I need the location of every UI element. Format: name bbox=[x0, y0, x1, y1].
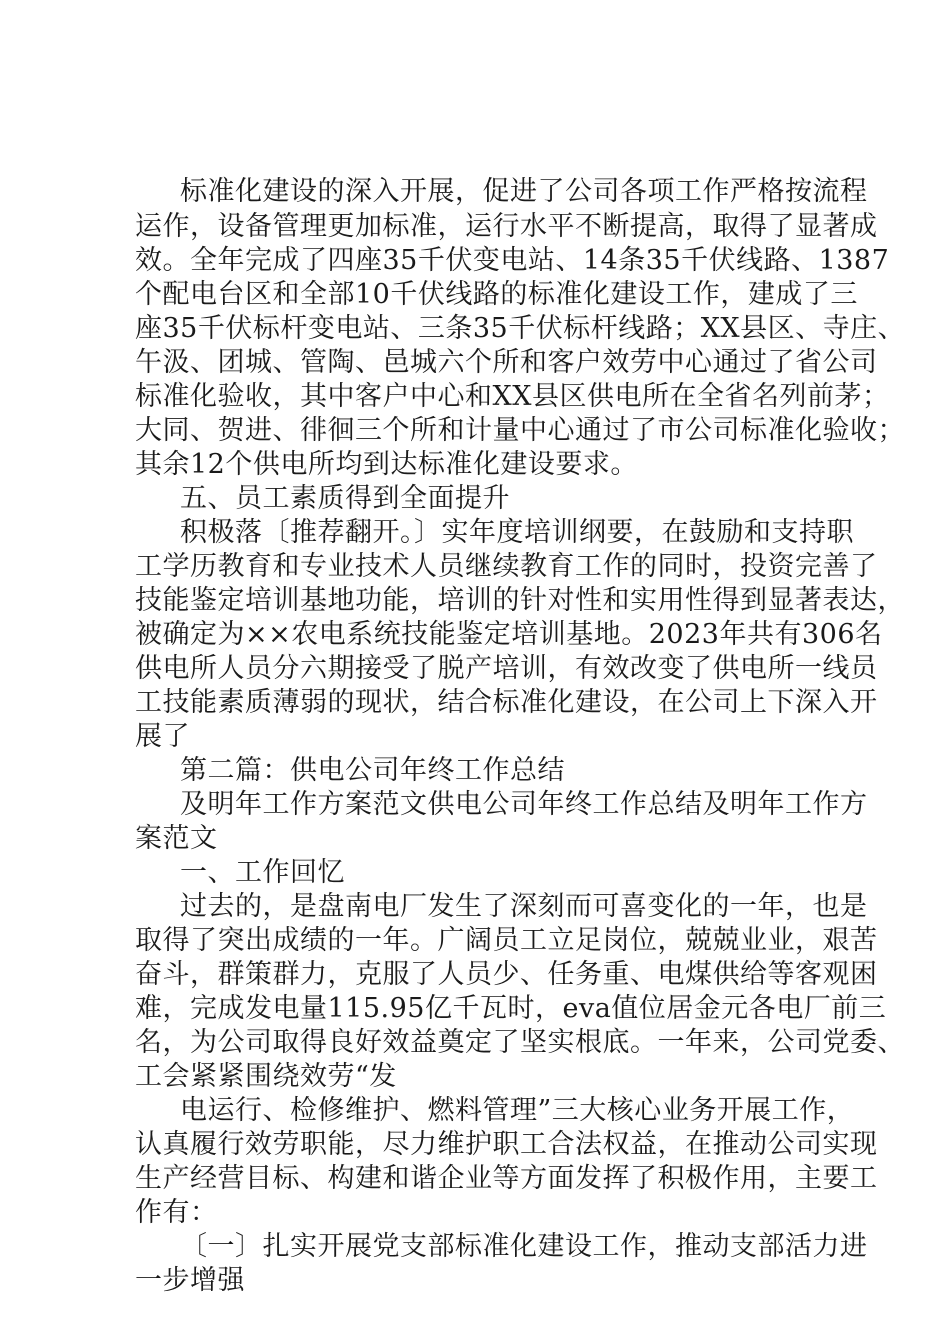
text-line: 过去的，是盘南电厂发生了深刻而可喜变化的一年，也是 bbox=[180, 891, 868, 922]
text-line: 供电所人员分六期接受了脱产培训，有效改变了供电所一线员 bbox=[135, 653, 878, 684]
text-line: 技能鉴定培训基地功能，培训的针对性和实用性得到显著表达， bbox=[135, 585, 905, 616]
text-line: 标准化验收，其中客户中心和XX县区供电所在全省名列前茅； bbox=[135, 381, 890, 412]
chapter-heading: 第二篇：供电公司年终工作总结 bbox=[180, 755, 565, 786]
text-line: 及明年工作方案范文供电公司年终工作总结及明年工作方 bbox=[180, 789, 868, 820]
text-line: 其余12个供电所均到达标准化建设要求。 bbox=[135, 449, 638, 480]
text-line: 被确定为××农电系统技能鉴定培训基地。2023年共有306名 bbox=[135, 619, 883, 650]
text-line: 个配电台区和全部10千伏线路的标准化建设工作，建成了三 bbox=[135, 279, 858, 310]
text-line: 生产经营目标、构建和谐企业等方面发挥了积极作用，主要工 bbox=[135, 1163, 878, 1194]
text-line: 奋斗，群策群力，克服了人员少、任务重、电煤供给等客观困 bbox=[135, 959, 878, 990]
text-line: 座35千伏标杆变电站、三条35千伏标杆线路；XX县区、寺庄、 bbox=[135, 313, 906, 344]
text-line: 作有： bbox=[135, 1197, 218, 1228]
text-line: 展了 bbox=[135, 721, 190, 752]
text-line: 大同、贺进、徘徊三个所和计量中心通过了市公司标准化验收； bbox=[135, 415, 905, 446]
text-line: 效。全年完成了四座35千伏变电站、14条35千伏线路、1387 bbox=[135, 245, 890, 276]
text-line: 认真履行效劳职能，尽力维护职工合法权益，在推动公司实现 bbox=[135, 1129, 878, 1160]
section-heading: 一、工作回忆 bbox=[180, 857, 345, 888]
text-line: 标准化建设的深入开展，促进了公司各项工作严格按流程 bbox=[180, 176, 868, 207]
subsection-heading: 〔一〕扎实开展党支部标准化建设工作，推动支部活力进 bbox=[180, 1231, 868, 1262]
text-line: 工技能素质薄弱的现状，结合标准化建设，在公司上下深入开 bbox=[135, 687, 878, 718]
text-line: 名，为公司取得良好效益奠定了坚实根底。一年来，公司党委、 bbox=[135, 1027, 905, 1058]
text-line: 运作，设备管理更加标准，运行水平不断提高，取得了显著成 bbox=[135, 211, 878, 242]
text-line: 积极落〔推荐翻开。〕实年度培训纲要，在鼓励和支持职 bbox=[180, 517, 854, 548]
text-line: 工学历教育和专业技术人员继续教育工作的同时，投资完善了 bbox=[135, 551, 878, 582]
text-line: 一步增强 bbox=[135, 1265, 245, 1296]
text-line: 工会紧紧围绕效劳“发 bbox=[135, 1061, 397, 1092]
text-line: 午汲、团城、管陶、邑城六个所和客户效劳中心通过了省公司 bbox=[135, 347, 878, 378]
section-heading: 五、员工素质得到全面提升 bbox=[180, 483, 510, 514]
text-line: 难，完成发电量115.95亿千瓦时，eva值位居金元各电厂前三 bbox=[135, 993, 887, 1024]
text-line: 取得了突出成绩的一年。广阔员工立足岗位，兢兢业业，艰苦 bbox=[135, 925, 878, 956]
text-line: 电运行、检修维护、燃料管理”三大核心业务开展工作， bbox=[180, 1095, 855, 1126]
text-line: 案范文 bbox=[135, 823, 218, 854]
